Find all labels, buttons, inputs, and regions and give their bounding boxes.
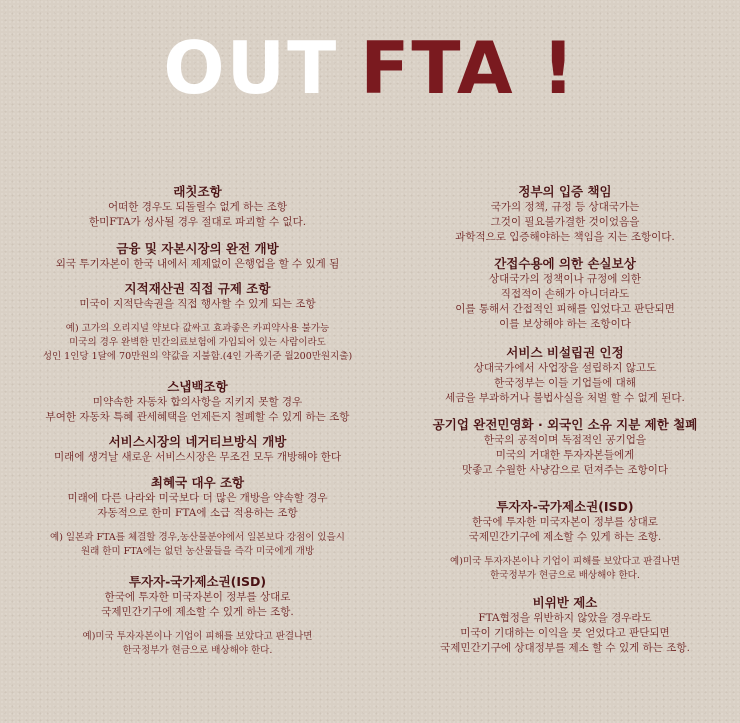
clause-section — [400, 255, 730, 332]
clause-description-line: 이를 보상해야 하는 조항이다 — [499, 318, 631, 330]
clause-title: 서비스시장의 네거티브방식 개방 — [108, 434, 287, 449]
clause-description-line: 한국에 투자한 미국자본이 정부를 상대로 — [472, 516, 658, 528]
clause-section — [20, 474, 375, 559]
clause-example-note — [20, 531, 375, 559]
clause-description-line: 외국 투기자본이 한국 내에서 제제없이 은행업을 할 수 있게 됨 — [55, 258, 340, 270]
clause-description-line: 세금을 부과하거나 불법사실을 처벌 할 수 없게 된다. — [445, 392, 685, 404]
example-note-line: 한국정부가 현금으로 배상해야 한다. — [490, 570, 640, 581]
clause-description-line: 이를 통해서 간접적인 피해를 입었다고 판단되면 — [455, 303, 675, 315]
page-title — [0, 28, 740, 108]
clause-title: 간접수용에 의한 손실보상 — [494, 256, 636, 271]
clause-section — [400, 498, 730, 583]
example-note-line: 원래 한미 FTA에는 없던 농산물들을 즉각 미국에게 개방 — [80, 546, 315, 557]
clause-description-line: 미국이 기대하는 이익을 못 얻었다고 판단되면 — [460, 627, 670, 639]
example-note-line: 예) 일본과 FTA를 체결할 경우,농산물분야에서 일본보다 강점이 있을시 — [50, 532, 345, 543]
clause-description-line: 국제민간기구에 제소할 수 있게 하는 조항. — [101, 606, 294, 618]
clause-title: 공기업 완전민영화 · 외국인 소유 지분 제한 철폐 — [432, 417, 698, 432]
clause-description-line: 미국이 지적단속권을 직접 행사할 수 있게 되는 조항 — [79, 298, 316, 310]
example-note-line: 한국정부가 현금으로 배상해야 한다. — [122, 645, 273, 656]
clause-description-line: 부여한 자동차 특혜 관세혜택을 언제든지 철폐할 수 있게 하는 조항 — [45, 411, 350, 423]
clause-section — [20, 240, 375, 272]
clause-description-line: 미래에 다른 나라와 미국보다 더 많은 개방을 약속할 경우 — [67, 492, 328, 504]
clause-title: 정부의 입증 책임 — [518, 184, 612, 199]
clause-section — [20, 280, 375, 364]
left-column — [20, 183, 375, 658]
clause-description-line: 한국의 공적이며 독점적인 공기업을 — [483, 434, 647, 446]
clause-title: 투자자-국가제소권(ISD) — [128, 574, 267, 589]
example-note-line: 성인 1인당 1달에 70만원의 약값을 지불함.(4인 가족기준 월200만원지출) — [42, 351, 353, 362]
title-word-fta: FTA ! — [360, 26, 577, 110]
clause-description-line: 상대국가에서 사업장을 설립하지 않고도 — [473, 362, 657, 374]
clause-title: 지적재산권 직접 규제 조항 — [124, 281, 271, 296]
clause-title: 비위반 제소 — [532, 595, 598, 610]
clause-section — [400, 183, 730, 245]
right-column — [400, 183, 730, 656]
clause-description-line: 직접적이 손해가 아니더라도 — [500, 288, 630, 300]
title-word-out: OUT — [163, 26, 339, 110]
clause-description-line: 한미FTA가 성사될 경우 절대로 파괴할 수 없다. — [88, 216, 307, 228]
clause-section — [20, 433, 375, 465]
clause-description-line: 어떠한 경우도 되돌릴수 없게 하는 조항 — [108, 201, 287, 213]
clause-title: 금융 및 자본시장의 완전 개방 — [116, 241, 279, 256]
clause-title: 서비스 비설립권 인정 — [506, 345, 624, 360]
clause-section — [20, 573, 375, 658]
clause-description-line: 미래에 생겨날 새로운 서비스시장은 무조건 모두 개방해야 한다 — [53, 451, 342, 463]
clause-section — [400, 416, 730, 478]
clause-description-line: 자동적으로 한미 FTA에 소급 적용하는 조항 — [97, 507, 298, 519]
clause-example-note — [400, 555, 730, 583]
clause-title: 스냅백조항 — [167, 379, 228, 394]
example-note-line: 예)미국 투자자본이나 기업이 피해를 보았다고 판결나면 — [82, 631, 313, 642]
clause-section — [400, 344, 730, 406]
clause-description-line: 한국정부는 이들 기업들에 대해 — [494, 377, 636, 389]
clause-description-line: FTA협정을 위반하지 않았을 경우라도 — [478, 612, 652, 624]
clause-title: 최혜국 대우 조항 — [150, 475, 245, 490]
clause-description-line: 국제민간기구에 제소할 수 있게 하는 조항. — [468, 531, 662, 543]
clause-description-line: 한국에 투자한 미국자본이 정부를 상대로 — [104, 591, 291, 603]
clause-description-line: 과학적으로 입증해야하는 책임을 지는 조항이다. — [455, 231, 675, 243]
clause-section — [20, 183, 375, 230]
clause-title: 래칫조항 — [173, 184, 222, 199]
clause-description-line: 미국의 거대한 투자자본들에게 — [495, 449, 635, 461]
example-note-line: 예) 고가의 오리지널 약보다 값싸고 효과좋은 카피약사용 불가능 — [65, 323, 330, 334]
clause-description-line: 상대국가의 정책이나 규정에 의한 — [488, 273, 641, 285]
clause-description-line: 그것이 필요불가결한 것이었음을 — [490, 216, 640, 228]
example-note-line: 예)미국 투자자본이나 기업이 피해를 보았다고 판결나면 — [450, 556, 680, 567]
example-note-line: 미국의 경우 완벽한 민간의료보험에 가입되어 있는 사람이라도 — [69, 337, 326, 348]
clause-example-note — [20, 322, 375, 364]
clause-description-line: 맛좋고 수월한 사냥감으로 던져주는 조항이다 — [461, 464, 669, 476]
clause-description-line: 국가의 정책, 규정 등 상대국가는 — [490, 201, 640, 213]
clause-example-note — [20, 630, 375, 658]
clause-description-line: 미약속한 자동차 합의사항을 지키지 못할 경우 — [92, 396, 303, 408]
clause-section — [400, 594, 730, 656]
clause-section — [20, 378, 375, 425]
clause-title: 투자자-국가제소권(ISD) — [496, 499, 634, 514]
clause-description-line: 국제민간기구에 상대정부를 제소 할 수 있게 하는 조항. — [440, 642, 690, 654]
